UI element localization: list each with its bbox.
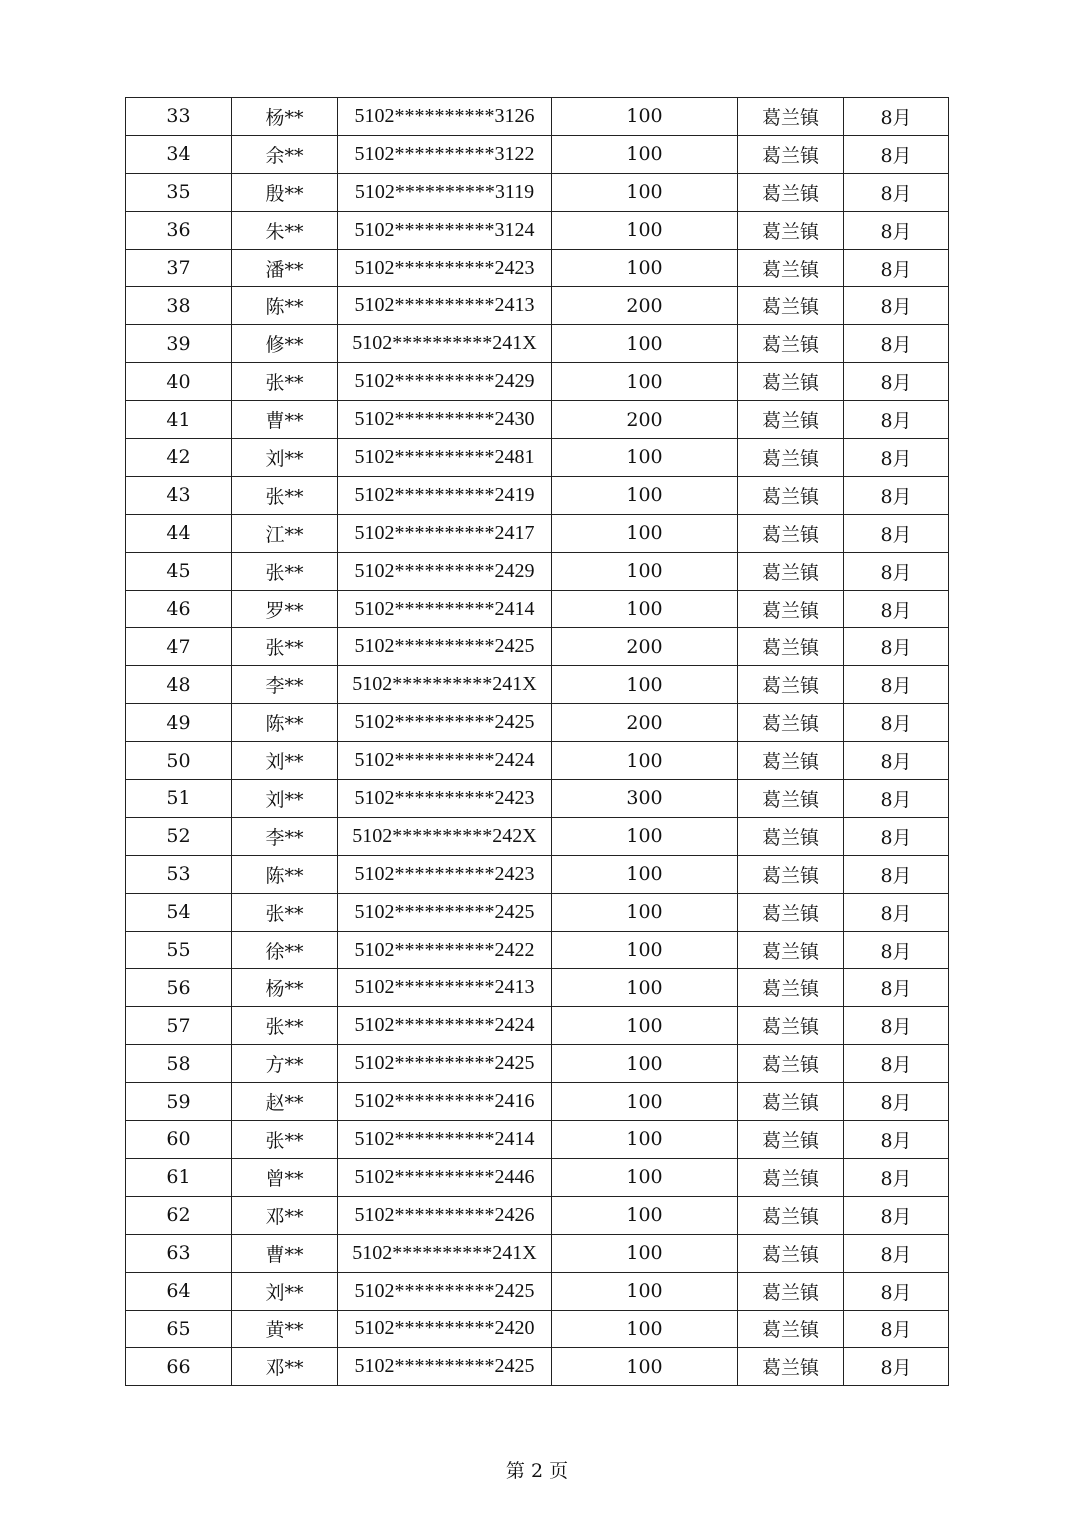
row-index-cell: 43 bbox=[126, 476, 232, 514]
town-cell: 葛兰镇 bbox=[738, 401, 844, 439]
table-row bbox=[126, 1121, 949, 1159]
row-index-cell: 65 bbox=[126, 1310, 232, 1348]
name-cell: 修** bbox=[232, 325, 338, 363]
row-index-cell: 57 bbox=[126, 1007, 232, 1045]
month-cell: 8月 bbox=[844, 742, 949, 780]
month-cell: 8月 bbox=[844, 439, 949, 477]
table-row bbox=[126, 1158, 949, 1196]
name-cell: 徐** bbox=[232, 931, 338, 969]
month-cell: 8月 bbox=[844, 1007, 949, 1045]
amount-cell: 100 bbox=[552, 1121, 738, 1159]
row-index-cell: 42 bbox=[126, 439, 232, 477]
name-cell: 陈** bbox=[232, 855, 338, 893]
row-index-cell: 64 bbox=[126, 1272, 232, 1310]
town-cell: 葛兰镇 bbox=[738, 249, 844, 287]
name-cell: 邓** bbox=[232, 1348, 338, 1386]
month-cell: 8月 bbox=[844, 893, 949, 931]
table-row bbox=[126, 666, 949, 704]
name-cell: 陈** bbox=[232, 287, 338, 325]
row-index-cell: 48 bbox=[126, 666, 232, 704]
row-index-cell: 33 bbox=[126, 98, 232, 136]
amount-cell: 100 bbox=[552, 363, 738, 401]
town-cell: 葛兰镇 bbox=[738, 1007, 844, 1045]
month-cell: 8月 bbox=[844, 1348, 949, 1386]
name-cell: 刘** bbox=[232, 439, 338, 477]
row-index-cell: 63 bbox=[126, 1234, 232, 1272]
table-row bbox=[126, 1083, 949, 1121]
month-cell: 8月 bbox=[844, 1310, 949, 1348]
month-cell: 8月 bbox=[844, 1045, 949, 1083]
name-cell: 李** bbox=[232, 666, 338, 704]
page-number: 第 2 页 bbox=[505, 1460, 569, 1482]
row-index-cell: 38 bbox=[126, 287, 232, 325]
row-index-cell: 44 bbox=[126, 514, 232, 552]
id-number-cell: 5102**********2424 bbox=[338, 1007, 552, 1045]
town-cell: 葛兰镇 bbox=[738, 855, 844, 893]
amount-cell: 100 bbox=[552, 742, 738, 780]
table-row bbox=[126, 969, 949, 1007]
town-cell: 葛兰镇 bbox=[738, 1196, 844, 1234]
month-cell: 8月 bbox=[844, 628, 949, 666]
town-cell: 葛兰镇 bbox=[738, 325, 844, 363]
id-number-cell: 5102**********2429 bbox=[338, 552, 552, 590]
table-row bbox=[126, 1007, 949, 1045]
month-cell: 8月 bbox=[844, 780, 949, 818]
amount-cell: 100 bbox=[552, 173, 738, 211]
id-number-cell: 5102**********2414 bbox=[338, 1121, 552, 1159]
month-cell: 8月 bbox=[844, 363, 949, 401]
name-cell: 曹** bbox=[232, 401, 338, 439]
row-index-cell: 61 bbox=[126, 1158, 232, 1196]
town-cell: 葛兰镇 bbox=[738, 780, 844, 818]
amount-cell: 100 bbox=[552, 590, 738, 628]
town-cell: 葛兰镇 bbox=[738, 98, 844, 136]
table-row bbox=[126, 704, 949, 742]
town-cell: 葛兰镇 bbox=[738, 1158, 844, 1196]
name-cell: 曹** bbox=[232, 1234, 338, 1272]
name-cell: 张** bbox=[232, 628, 338, 666]
table-row bbox=[126, 439, 949, 477]
amount-cell: 100 bbox=[552, 514, 738, 552]
amount-cell: 100 bbox=[552, 1196, 738, 1234]
id-number-cell: 5102**********2425 bbox=[338, 1272, 552, 1310]
row-index-cell: 40 bbox=[126, 363, 232, 401]
name-cell: 张** bbox=[232, 1007, 338, 1045]
id-number-cell: 5102**********2423 bbox=[338, 780, 552, 818]
name-cell: 潘** bbox=[232, 249, 338, 287]
amount-cell: 100 bbox=[552, 1083, 738, 1121]
amount-cell: 100 bbox=[552, 666, 738, 704]
amount-cell: 100 bbox=[552, 1007, 738, 1045]
month-cell: 8月 bbox=[844, 135, 949, 173]
table-row bbox=[126, 249, 949, 287]
table-row bbox=[126, 742, 949, 780]
amount-cell: 100 bbox=[552, 135, 738, 173]
data-table bbox=[125, 97, 949, 1386]
row-index-cell: 55 bbox=[126, 931, 232, 969]
town-cell: 葛兰镇 bbox=[738, 893, 844, 931]
town-cell: 葛兰镇 bbox=[738, 287, 844, 325]
name-cell: 江** bbox=[232, 514, 338, 552]
table-row bbox=[126, 135, 949, 173]
amount-cell: 100 bbox=[552, 969, 738, 1007]
id-number-cell: 5102**********2414 bbox=[338, 590, 552, 628]
month-cell: 8月 bbox=[844, 1083, 949, 1121]
town-cell: 葛兰镇 bbox=[738, 969, 844, 1007]
id-number-cell: 5102**********2413 bbox=[338, 287, 552, 325]
amount-cell: 100 bbox=[552, 439, 738, 477]
table-row bbox=[126, 855, 949, 893]
row-index-cell: 46 bbox=[126, 590, 232, 628]
row-index-cell: 41 bbox=[126, 401, 232, 439]
month-cell: 8月 bbox=[844, 704, 949, 742]
month-cell: 8月 bbox=[844, 476, 949, 514]
town-cell: 葛兰镇 bbox=[738, 817, 844, 855]
table-row bbox=[126, 893, 949, 931]
town-cell: 葛兰镇 bbox=[738, 628, 844, 666]
id-number-cell: 5102**********241X bbox=[338, 666, 552, 704]
table-row bbox=[126, 590, 949, 628]
amount-cell: 100 bbox=[552, 1158, 738, 1196]
month-cell: 8月 bbox=[844, 287, 949, 325]
month-cell: 8月 bbox=[844, 325, 949, 363]
town-cell: 葛兰镇 bbox=[738, 742, 844, 780]
amount-cell: 100 bbox=[552, 1272, 738, 1310]
table-row bbox=[126, 1272, 949, 1310]
id-number-cell: 5102**********2419 bbox=[338, 476, 552, 514]
table-row bbox=[126, 476, 949, 514]
name-cell: 刘** bbox=[232, 1272, 338, 1310]
name-cell: 曾** bbox=[232, 1158, 338, 1196]
name-cell: 朱** bbox=[232, 211, 338, 249]
town-cell: 葛兰镇 bbox=[738, 931, 844, 969]
table-row bbox=[126, 1310, 949, 1348]
id-number-cell: 5102**********241X bbox=[338, 325, 552, 363]
table-row bbox=[126, 552, 949, 590]
town-cell: 葛兰镇 bbox=[738, 1121, 844, 1159]
table-row bbox=[126, 211, 949, 249]
name-cell: 张** bbox=[232, 476, 338, 514]
row-index-cell: 34 bbox=[126, 135, 232, 173]
table-row bbox=[126, 1196, 949, 1234]
amount-cell: 100 bbox=[552, 893, 738, 931]
id-number-cell: 5102**********2416 bbox=[338, 1083, 552, 1121]
id-number-cell: 5102**********2423 bbox=[338, 249, 552, 287]
town-cell: 葛兰镇 bbox=[738, 1272, 844, 1310]
amount-cell: 300 bbox=[552, 780, 738, 818]
town-cell: 葛兰镇 bbox=[738, 590, 844, 628]
amount-cell: 100 bbox=[552, 98, 738, 136]
amount-cell: 100 bbox=[552, 817, 738, 855]
month-cell: 8月 bbox=[844, 98, 949, 136]
id-number-cell: 5102**********241X bbox=[338, 1234, 552, 1272]
amount-cell: 100 bbox=[552, 1310, 738, 1348]
amount-cell: 100 bbox=[552, 249, 738, 287]
id-number-cell: 5102**********242X bbox=[338, 817, 552, 855]
name-cell: 邓** bbox=[232, 1196, 338, 1234]
amount-cell: 200 bbox=[552, 287, 738, 325]
row-index-cell: 66 bbox=[126, 1348, 232, 1386]
name-cell: 李** bbox=[232, 817, 338, 855]
name-cell: 张** bbox=[232, 552, 338, 590]
table-row bbox=[126, 1348, 949, 1386]
name-cell: 方** bbox=[232, 1045, 338, 1083]
month-cell: 8月 bbox=[844, 666, 949, 704]
amount-cell: 100 bbox=[552, 476, 738, 514]
town-cell: 葛兰镇 bbox=[738, 514, 844, 552]
month-cell: 8月 bbox=[844, 590, 949, 628]
id-number-cell: 5102**********2413 bbox=[338, 969, 552, 1007]
month-cell: 8月 bbox=[844, 211, 949, 249]
table-body bbox=[126, 98, 949, 1386]
name-cell: 张** bbox=[232, 1121, 338, 1159]
row-index-cell: 39 bbox=[126, 325, 232, 363]
table-row bbox=[126, 98, 949, 136]
id-number-cell: 5102**********2425 bbox=[338, 1348, 552, 1386]
town-cell: 葛兰镇 bbox=[738, 476, 844, 514]
row-index-cell: 53 bbox=[126, 855, 232, 893]
name-cell: 赵** bbox=[232, 1083, 338, 1121]
table-row bbox=[126, 931, 949, 969]
name-cell: 陈** bbox=[232, 704, 338, 742]
month-cell: 8月 bbox=[844, 1272, 949, 1310]
row-index-cell: 56 bbox=[126, 969, 232, 1007]
table-row bbox=[126, 173, 949, 211]
town-cell: 葛兰镇 bbox=[738, 439, 844, 477]
month-cell: 8月 bbox=[844, 249, 949, 287]
town-cell: 葛兰镇 bbox=[738, 666, 844, 704]
amount-cell: 100 bbox=[552, 325, 738, 363]
month-cell: 8月 bbox=[844, 1234, 949, 1272]
name-cell: 张** bbox=[232, 363, 338, 401]
town-cell: 葛兰镇 bbox=[738, 1083, 844, 1121]
town-cell: 葛兰镇 bbox=[738, 704, 844, 742]
amount-cell: 100 bbox=[552, 931, 738, 969]
month-cell: 8月 bbox=[844, 552, 949, 590]
amount-cell: 100 bbox=[552, 211, 738, 249]
table-row bbox=[126, 363, 949, 401]
name-cell: 余** bbox=[232, 135, 338, 173]
month-cell: 8月 bbox=[844, 514, 949, 552]
month-cell: 8月 bbox=[844, 969, 949, 1007]
id-number-cell: 5102**********2481 bbox=[338, 439, 552, 477]
town-cell: 葛兰镇 bbox=[738, 1234, 844, 1272]
row-index-cell: 35 bbox=[126, 173, 232, 211]
name-cell: 罗** bbox=[232, 590, 338, 628]
table-row bbox=[126, 817, 949, 855]
row-index-cell: 47 bbox=[126, 628, 232, 666]
name-cell: 黄** bbox=[232, 1310, 338, 1348]
town-cell: 葛兰镇 bbox=[738, 552, 844, 590]
table-row bbox=[126, 1234, 949, 1272]
amount-cell: 100 bbox=[552, 1348, 738, 1386]
row-index-cell: 60 bbox=[126, 1121, 232, 1159]
amount-cell: 100 bbox=[552, 1234, 738, 1272]
amount-cell: 200 bbox=[552, 704, 738, 742]
town-cell: 葛兰镇 bbox=[738, 363, 844, 401]
id-number-cell: 5102**********2425 bbox=[338, 1045, 552, 1083]
id-number-cell: 5102**********2424 bbox=[338, 742, 552, 780]
name-cell: 刘** bbox=[232, 742, 338, 780]
table-row bbox=[126, 401, 949, 439]
id-number-cell: 5102**********2422 bbox=[338, 931, 552, 969]
name-cell: 张** bbox=[232, 893, 338, 931]
name-cell: 杨** bbox=[232, 98, 338, 136]
month-cell: 8月 bbox=[844, 401, 949, 439]
town-cell: 葛兰镇 bbox=[738, 1348, 844, 1386]
month-cell: 8月 bbox=[844, 931, 949, 969]
id-number-cell: 5102**********2425 bbox=[338, 893, 552, 931]
row-index-cell: 45 bbox=[126, 552, 232, 590]
id-number-cell: 5102**********2446 bbox=[338, 1158, 552, 1196]
name-cell: 刘** bbox=[232, 780, 338, 818]
month-cell: 8月 bbox=[844, 1121, 949, 1159]
row-index-cell: 50 bbox=[126, 742, 232, 780]
amount-cell: 100 bbox=[552, 1045, 738, 1083]
name-cell: 殷** bbox=[232, 173, 338, 211]
id-number-cell: 5102**********2417 bbox=[338, 514, 552, 552]
id-number-cell: 5102**********3126 bbox=[338, 98, 552, 136]
id-number-cell: 5102**********2426 bbox=[338, 1196, 552, 1234]
row-index-cell: 62 bbox=[126, 1196, 232, 1234]
town-cell: 葛兰镇 bbox=[738, 135, 844, 173]
table-row bbox=[126, 780, 949, 818]
id-number-cell: 5102**********2430 bbox=[338, 401, 552, 439]
town-cell: 葛兰镇 bbox=[738, 173, 844, 211]
town-cell: 葛兰镇 bbox=[738, 1310, 844, 1348]
month-cell: 8月 bbox=[844, 855, 949, 893]
month-cell: 8月 bbox=[844, 173, 949, 211]
row-index-cell: 36 bbox=[126, 211, 232, 249]
row-index-cell: 58 bbox=[126, 1045, 232, 1083]
row-index-cell: 54 bbox=[126, 893, 232, 931]
town-cell: 葛兰镇 bbox=[738, 211, 844, 249]
row-index-cell: 51 bbox=[126, 780, 232, 818]
id-number-cell: 5102**********2425 bbox=[338, 628, 552, 666]
row-index-cell: 37 bbox=[126, 249, 232, 287]
name-cell: 杨** bbox=[232, 969, 338, 1007]
table-row bbox=[126, 514, 949, 552]
month-cell: 8月 bbox=[844, 1196, 949, 1234]
row-index-cell: 59 bbox=[126, 1083, 232, 1121]
amount-cell: 200 bbox=[552, 628, 738, 666]
table-row bbox=[126, 325, 949, 363]
amount-cell: 200 bbox=[552, 401, 738, 439]
amount-cell: 100 bbox=[552, 855, 738, 893]
id-number-cell: 5102**********2420 bbox=[338, 1310, 552, 1348]
id-number-cell: 5102**********3124 bbox=[338, 211, 552, 249]
id-number-cell: 5102**********2429 bbox=[338, 363, 552, 401]
id-number-cell: 5102**********2423 bbox=[338, 855, 552, 893]
row-index-cell: 49 bbox=[126, 704, 232, 742]
table-row bbox=[126, 628, 949, 666]
table-row bbox=[126, 1045, 949, 1083]
month-cell: 8月 bbox=[844, 1158, 949, 1196]
amount-cell: 100 bbox=[552, 552, 738, 590]
month-cell: 8月 bbox=[844, 817, 949, 855]
id-number-cell: 5102**********3119 bbox=[338, 173, 552, 211]
id-number-cell: 5102**********3122 bbox=[338, 135, 552, 173]
row-index-cell: 52 bbox=[126, 817, 232, 855]
id-number-cell: 5102**********2425 bbox=[338, 704, 552, 742]
town-cell: 葛兰镇 bbox=[738, 1045, 844, 1083]
table-row bbox=[126, 287, 949, 325]
